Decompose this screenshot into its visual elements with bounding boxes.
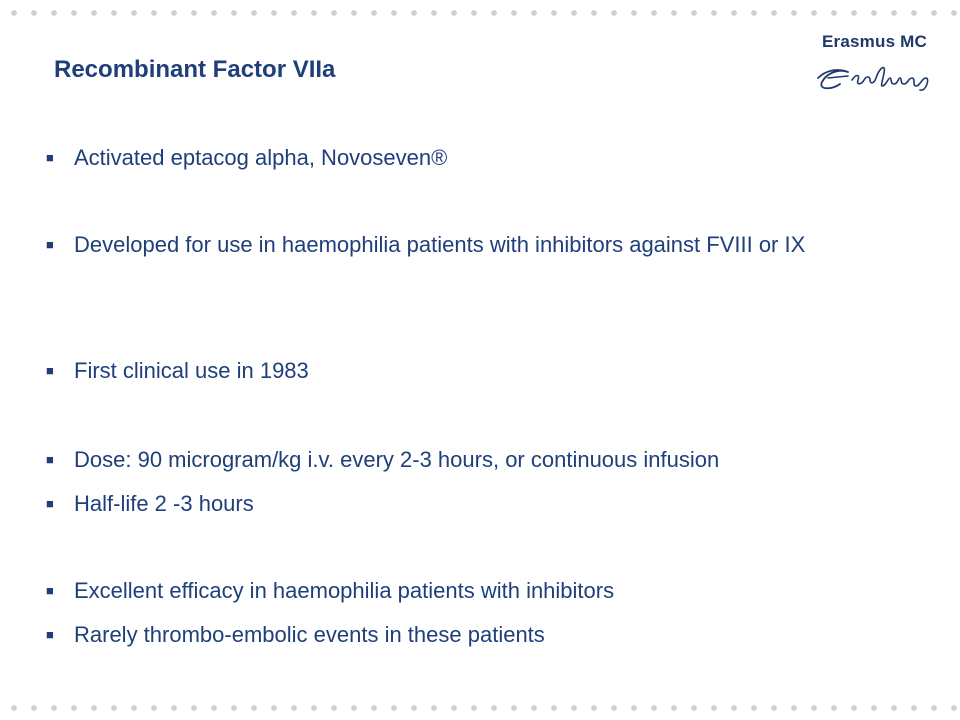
- bullet-marker-icon: ■: [46, 452, 54, 467]
- bullet-text: First clinical use in 1983: [74, 358, 309, 383]
- bullet-item: [46, 227, 906, 263]
- bullet-marker-icon: ■: [46, 150, 54, 165]
- bullet-text: Activated eptacog alpha, Novoseven®: [74, 145, 448, 170]
- bullet-marker-icon: ■: [46, 363, 54, 378]
- top-dotted-border: [0, 8, 960, 18]
- bullet-item: [46, 353, 906, 389]
- bullet-text: Rarely thrombo-embolic events in these patients: [74, 622, 545, 647]
- erasmus-mc-logo: [808, 20, 948, 100]
- bullet-text: Dose: 90 microgram/kg i.v. every 2-3 hours, or continuous infusion: [74, 447, 720, 472]
- bullet-marker-icon: ■: [46, 583, 54, 598]
- bullet-text: Half-life 2 -3 hours: [74, 491, 254, 516]
- bullet-marker-icon: ■: [46, 627, 54, 642]
- bullet-text: Developed for use in haemophilia patients with inhibitors against FVIII or IX: [74, 232, 806, 257]
- bullet-item: [46, 573, 906, 609]
- bottom-dotted-border: [0, 703, 960, 713]
- logo-signature-icon: [808, 56, 943, 96]
- slide-title: Recombinant Factor VIIa: [54, 56, 336, 83]
- bullet-item: [46, 442, 906, 478]
- bullet-item: [46, 140, 906, 176]
- logo-text: Erasmus MC: [822, 32, 927, 51]
- bullet-item: [46, 486, 906, 522]
- bullet-text: Excellent efficacy in haemophilia patients with inhibitors: [74, 578, 615, 603]
- bullet-marker-icon: ■: [46, 496, 54, 511]
- bullet-marker-icon: ■: [46, 237, 54, 252]
- bullet-item: [46, 617, 906, 653]
